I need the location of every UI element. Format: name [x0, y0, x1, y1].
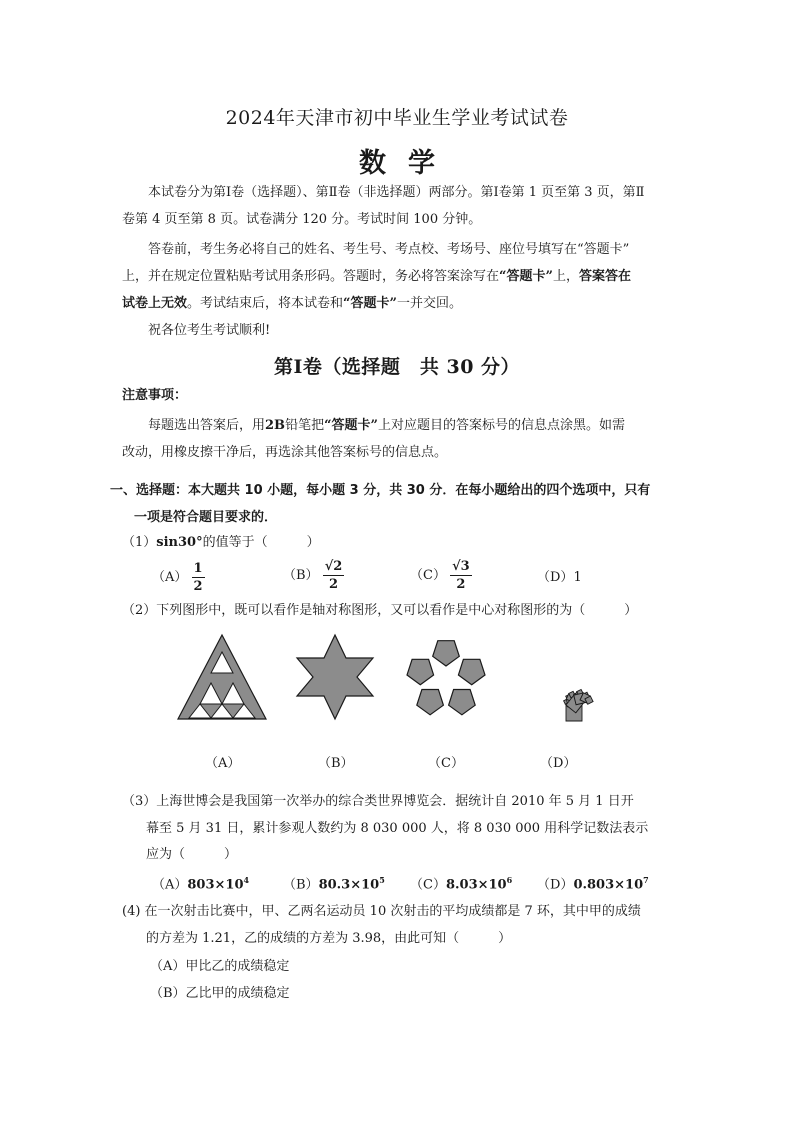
intro-line-3: 答卷前，考生务必将自己的姓名、考生号、考点校、考场号、座位号填写在“答题卡”: [148, 242, 630, 257]
q4-line-2: 的方差为 1.21，乙的成绩的方差为 3.98，由此可知（ ）: [146, 931, 512, 946]
q1-a-label: （A）: [152, 570, 188, 585]
notice-line-2: 改动，用橡皮擦干净后，再选涂其他答案标号的信息点。: [122, 445, 448, 460]
q1-c-num: √3: [452, 559, 470, 574]
q1-b-fraction: [323, 560, 345, 591]
q3-b-label: （B）: [283, 877, 319, 893]
intro-line-5d: 一并交回。: [397, 296, 463, 311]
q1-expression: sin30°: [156, 535, 203, 550]
q1-b-num: √2: [324, 559, 343, 574]
notice-line-1e: 上对应题目的答案标号的信息点涂黑。如需: [378, 418, 626, 433]
q3-a-base: 803×10: [187, 877, 244, 893]
question-2: （2）下列图形中，既可以看作是轴对称图形，又可以看作是中心对称图形的为（ ）: [122, 603, 638, 618]
q3-line-2: 幕至 5 月 31 日，累计参观人数约为 8 030 000 人，将 8 030 000 用科学记数法表示: [146, 821, 649, 836]
q1-c-fraction: [450, 560, 472, 591]
q3-option-c: [410, 876, 512, 891]
q1-c-den: 2: [456, 577, 466, 592]
q1-option-a: [152, 562, 205, 593]
q1-b-label: （B）: [283, 568, 319, 583]
intro-line-2: 卷第 4 页至第 8 页。试卷满分 120 分。考试时间 100 分钟。: [122, 212, 482, 227]
intro-line-4a: 上，并在规定位置粘贴考试用条形码。答题时，务必将答案涂写在: [122, 269, 500, 284]
q1-b-den: 2: [328, 577, 339, 592]
q1-text: 的值等于（ ）: [202, 535, 320, 550]
part1-line-2: 一项是符合题目要求的．: [134, 510, 278, 525]
q1-option-d: [537, 571, 582, 584]
intro-line-4: [122, 270, 631, 283]
notice-line-1a: 每题选出答案后，用: [148, 418, 266, 433]
q1-option-c: [410, 560, 472, 591]
q4-option-b: （B）乙比甲的成绩稳定: [150, 986, 290, 1001]
q3-b-exp: 5: [379, 875, 385, 885]
notice-label: 注意事项：: [122, 388, 188, 403]
figure-c-pentagon: [407, 659, 434, 684]
intro-line-1: 本试卷分为第Ⅰ卷（选择题）、第Ⅱ卷（非选择题）两部分。第Ⅰ卷第 1 页至第 3 页，第Ⅱ: [148, 185, 645, 200]
notice-line-1c: 铅笔把: [285, 418, 325, 433]
q3-d-exp: 7: [643, 875, 649, 885]
exam-title: 2024年天津市初中毕业生学业考试试卷: [225, 107, 569, 129]
q3-c-base: 8.03×10: [445, 877, 507, 893]
figure-b-star: [291, 633, 379, 721]
figure-c-group: [407, 641, 485, 715]
answer-card-ref-2: “答题卡”: [343, 296, 397, 311]
figure-c-pentagon: [449, 690, 476, 715]
caption-d: （D）: [540, 756, 577, 771]
q3-a-label: （A）: [152, 877, 188, 893]
intro-line-5: [122, 297, 462, 310]
q3-line-1: （3）上海世博会是我国第一次举办的综合类世界博览会．据统计自 2010 年 5 月 1 日开: [122, 794, 634, 809]
q3-d-base: 0.803×10: [573, 877, 644, 893]
answer-card-ref: “答题卡”: [499, 269, 553, 284]
notice-line-1: [148, 419, 625, 432]
q3-c-exp: 6: [506, 875, 513, 885]
q1-d-label: （D）: [537, 570, 574, 585]
answer-card-ref-3: “答题卡”: [324, 418, 379, 433]
caption-b: （B）: [318, 756, 354, 771]
figure-a-triangle: [176, 633, 268, 721]
figure-b-hexagram: [297, 635, 373, 719]
q3-option-b: [283, 876, 385, 891]
intro-line-6: 祝各位考生考试顺利!: [148, 323, 271, 338]
q3-option-d: [537, 876, 649, 891]
caption-c: （C）: [428, 756, 464, 771]
q3-option-a: [152, 876, 249, 891]
invalid-warning-2: 试卷上无效: [122, 296, 188, 311]
caption-a: （A）: [205, 756, 241, 771]
q1-option-b: [283, 560, 344, 591]
question-1: [122, 536, 320, 549]
q1-number: （1）: [122, 535, 157, 550]
q1-c-label: （C）: [410, 568, 446, 583]
subject-title: 数学: [359, 148, 457, 179]
figure-d-group: [564, 690, 594, 722]
q3-c-label: （C）: [410, 877, 446, 893]
q4-option-a: （A）甲比乙的成绩稳定: [150, 959, 290, 974]
intro-line-4c: 上，: [552, 269, 579, 284]
q4-line-1: (4) 在一次射击比赛中，甲、乙两名运动员 10 次射击的平均成绩都是 7 环，其中甲的成绩: [122, 904, 641, 919]
q1-a-num: 1: [193, 561, 203, 576]
figure-c-pentagon: [433, 641, 460, 666]
q3-d-label: （D）: [537, 877, 574, 893]
figure-c-pentagons: [402, 633, 490, 721]
q3-b-base: 80.3×10: [318, 877, 380, 893]
q3-line-3: 应为（ ）: [146, 847, 238, 862]
q1-a-fraction: [192, 562, 205, 593]
figure-d-tree: [516, 625, 622, 725]
q1-a-den: 2: [193, 579, 203, 594]
figure-c-pentagon: [417, 690, 444, 715]
q3-a-exp: 4: [243, 875, 250, 885]
pencil-type: 2B: [265, 418, 286, 433]
figure-c-pentagon: [458, 659, 485, 684]
intro-line-5b: 。考试结束后，将本试卷和: [187, 296, 344, 311]
invalid-warning-1: 答案答在: [579, 269, 632, 284]
q1-d-value: 1: [573, 570, 582, 585]
part1-line-1: 一、选择题：本大题共 10 小题，每小题 3 分，共 30 分．在每小题给出的四个选项中，只有: [110, 483, 651, 498]
section-title: 第Ⅰ卷（选择题 共 30 分）: [273, 356, 521, 378]
